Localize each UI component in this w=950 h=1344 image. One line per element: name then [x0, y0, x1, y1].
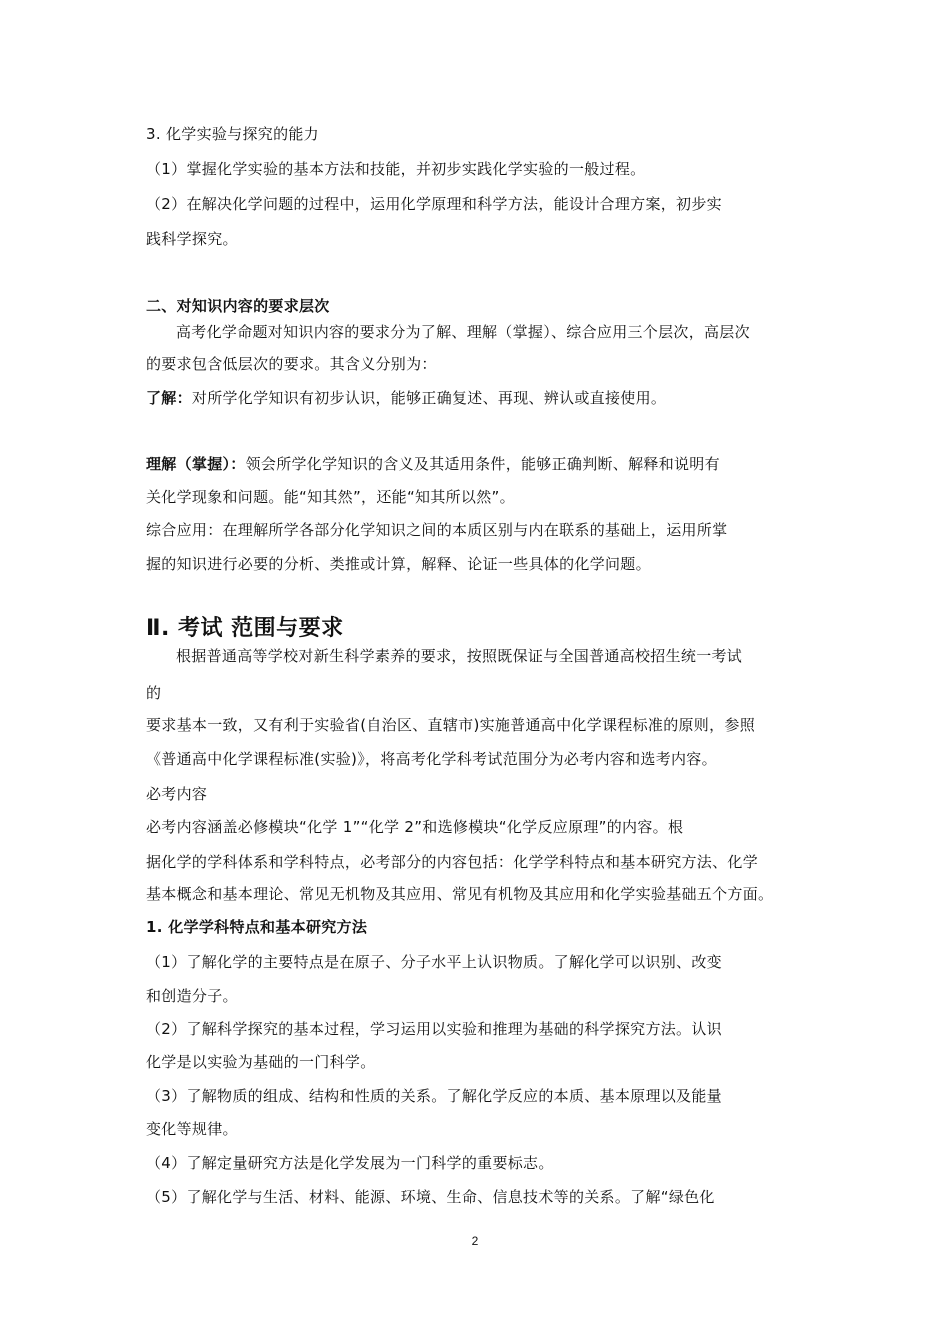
- paragraph: 《普通高中化学课程标准(实验)》，将高考化学科考试范围分为必考内容和选考内容。: [146, 750, 717, 768]
- paragraph: 综合应用：在理解所学各部分化学知识之间的本质区别与内在联系的基础上，运用所掌: [146, 521, 728, 539]
- list-item: （3）了解物质的组成、结构和性质的关系。了解化学反应的本质、基本原理以及能量: [146, 1087, 722, 1105]
- paragraph: 的: [146, 684, 162, 702]
- paragraph: 据化学的学科体系和学科特点，必考部分的内容包括：化学学科特点和基本研究方法、化学: [146, 853, 759, 871]
- term-label: 理解（掌握）：: [146, 455, 246, 473]
- list-item: （2）了解科学探究的基本过程，学习运用以实验和推理为基础的科学探究方法。认识: [146, 1020, 722, 1038]
- list-item: （5）了解化学与生活、材料、能源、环境、生命、信息技术等的关系。了解“绿色化: [146, 1188, 715, 1206]
- section-heading: 1. 化学学科特点和基本研究方法: [146, 918, 368, 936]
- paragraph: 基本概念和基本理论、常见无机物及其应用、常见有机物及其应用和化学实验基础五个方面。: [146, 885, 774, 903]
- page-number: 2: [471, 1234, 479, 1248]
- chapter-heading: Ⅱ. 考试 范围与要求: [146, 616, 344, 641]
- paragraph: 必考内容涵盖必修模块“化学 1”“化学 2”和选修模块“化学反应原理”的内容。根: [146, 818, 684, 836]
- paragraph: 的要求包含低层次的要求。其含义分别为：: [146, 355, 437, 373]
- list-item: （2）在解决化学问题的过程中，运用化学原理和科学方法，能设计合理方案，初步实: [146, 195, 722, 213]
- subheading: 必考内容: [146, 785, 208, 803]
- list-item: （4）了解定量研究方法是化学发展为一门科学的重要标志。: [146, 1154, 554, 1172]
- term-label: 了解：: [146, 389, 192, 407]
- list-item-continuation: 践科学探究。: [146, 230, 238, 248]
- section-heading: 3. 化学实验与探究的能力: [146, 125, 319, 143]
- paragraph: 根据普通高等学校对新生科学素养的要求，按照既保证与全国普通高校招生统一考试: [176, 647, 743, 665]
- list-item-continuation: 变化等规律。: [146, 1120, 238, 1138]
- paragraph: 握的知识进行必要的分析、类推或计算，解释、论证一些具体的化学问题。: [146, 555, 651, 573]
- paragraph: 要求基本一致，又有利于实验省(自治区、直辖市)实施普通高中化学课程标准的原则，参照: [146, 716, 756, 734]
- section-heading: 二、对知识内容的要求层次: [146, 297, 330, 315]
- list-item-continuation: 化学是以实验为基础的一门科学。: [146, 1053, 376, 1071]
- paragraph: 高考化学命题对知识内容的要求分为了解、理解（掌握）、综合应用三个层次，高层次: [176, 323, 750, 341]
- definition-master: [146, 454, 720, 474]
- list-item-continuation: 和创造分子。: [146, 987, 238, 1005]
- list-item: （1）了解化学的主要特点是在原子、分子水平上认识物质。了解化学可以识别、改变: [146, 953, 722, 971]
- paragraph: 关化学现象和问题。能“知其然”，还能“知其所以然”。: [146, 488, 515, 506]
- term-text: 对所学化学知识有初步认识，能够正确复述、再现、辨认或直接使用。: [191, 389, 667, 407]
- term-text: 领会所学化学知识的含义及其适用条件，能够正确判断、解释和说明有: [245, 455, 720, 473]
- definition-understand: [146, 388, 666, 408]
- list-item: （1）掌握化学实验的基本方法和技能，并初步实践化学实验的一般过程。: [146, 160, 646, 178]
